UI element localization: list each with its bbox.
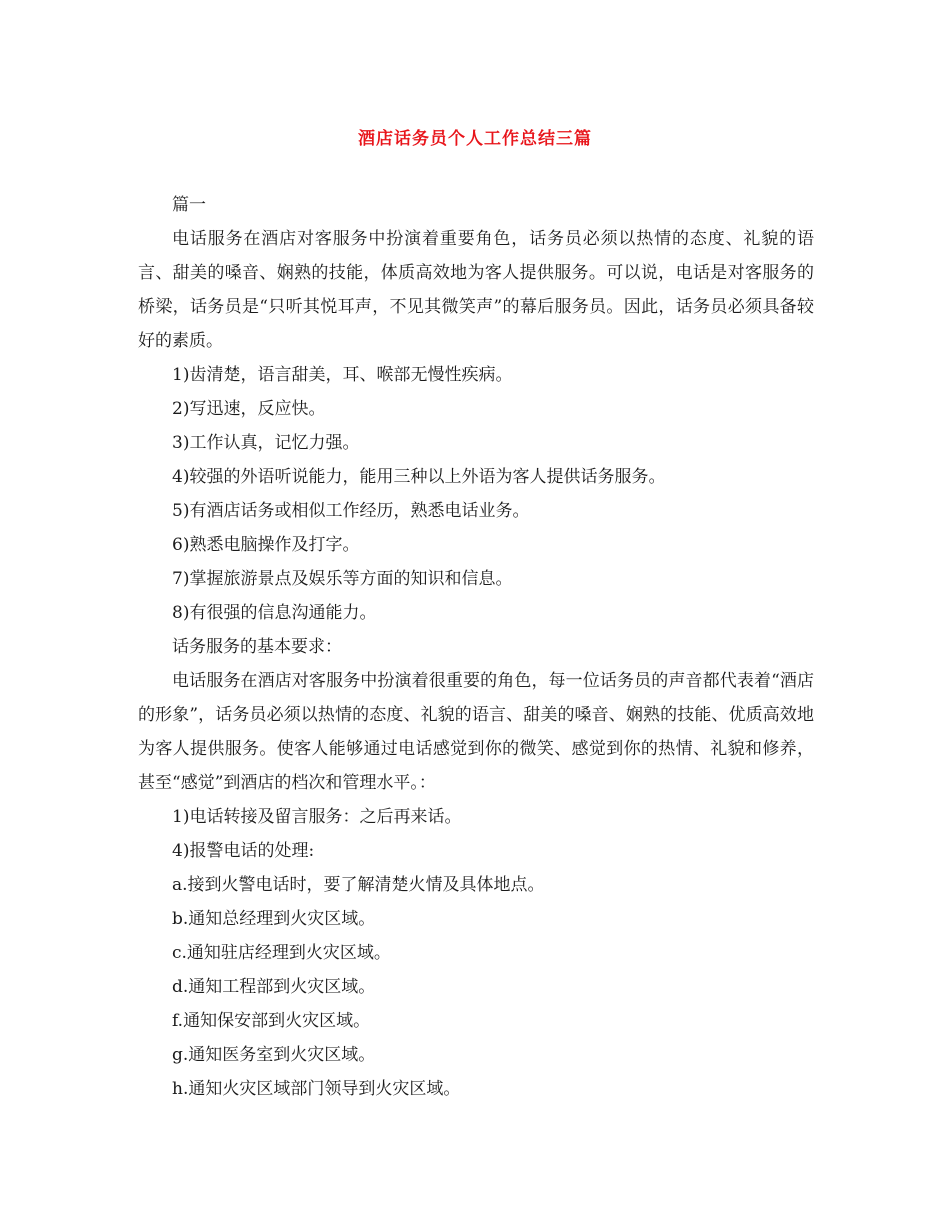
list-item: b.通知总经理到火灾区域。 <box>172 909 376 929</box>
list-item: 5)有酒店话务或相似工作经历，熟悉电话业务。 <box>172 501 530 521</box>
list-item: h.通知火灾区域部门领导到火灾区域。 <box>172 1079 461 1099</box>
list-item: g.通知医务室到火灾区域。 <box>172 1045 376 1065</box>
list-item: 1)电话转接及留言服务：之后再来话。 <box>172 807 462 827</box>
section-heading: 篇一 <box>172 195 206 215</box>
list-item: 2)写迅速，反应快。 <box>172 399 326 419</box>
list-item: 6)熟悉电脑操作及打字。 <box>172 535 360 555</box>
list-item: 1)齿清楚，语言甜美，耳、喉部无慢性疾病。 <box>172 365 513 385</box>
document-body <box>138 188 814 1106</box>
list-item: f.通知保安部到火灾区域。 <box>172 1011 371 1031</box>
document-title: 酒店话务员个人工作总结三篇 <box>358 129 592 149</box>
list-item: 4)报警电话的处理: <box>172 841 315 861</box>
list-item: a.接到火警电话时，要了解清楚火情及具体地点。 <box>172 875 545 895</box>
list-item: d.通知工程部到火灾区域。 <box>172 977 376 997</box>
list-item: 7)掌握旅游景点及娱乐等方面的知识和信息。 <box>172 569 513 589</box>
list-item: 3)工作认真，记忆力强。 <box>172 433 360 453</box>
list-item: c.通知驻店经理到火灾区域。 <box>172 943 391 963</box>
list-item: 8)有很强的信息沟通能力。 <box>172 603 377 623</box>
body-paragraph: 电话服务在酒店对客服务中扮演着很重要的角色，每一位话务员的声音都代表着“酒店的形象”，话务员必须以热情的态度、礼貌的语言、甜美的嗓音、娴熟的技能、优质高效地为客人提供服务。使客人能够通过电话感觉到你的微笑、感觉到你的热情、礼貌和修养，甚至“感觉”到酒店的档次和管理水平。： <box>138 671 814 793</box>
subheading: 话务服务的基本要求： <box>172 637 342 657</box>
list-item: 4)较强的外语听说能力，能用三种以上外语为客人提供话务服务。 <box>172 467 666 487</box>
intro-paragraph: 电话服务在酒店对客服务中扮演着重要角色，话务员必须以热情的态度、礼貌的语言、甜美的嗓音、娴熟的技能，体质高效地为客人提供服务。可以说，电话是对客服务的桥梁，话务员是“只听其悦耳声，不见其微笑声”的幕后服务员。因此，话务员必须具备较好的素质。 <box>138 229 814 351</box>
